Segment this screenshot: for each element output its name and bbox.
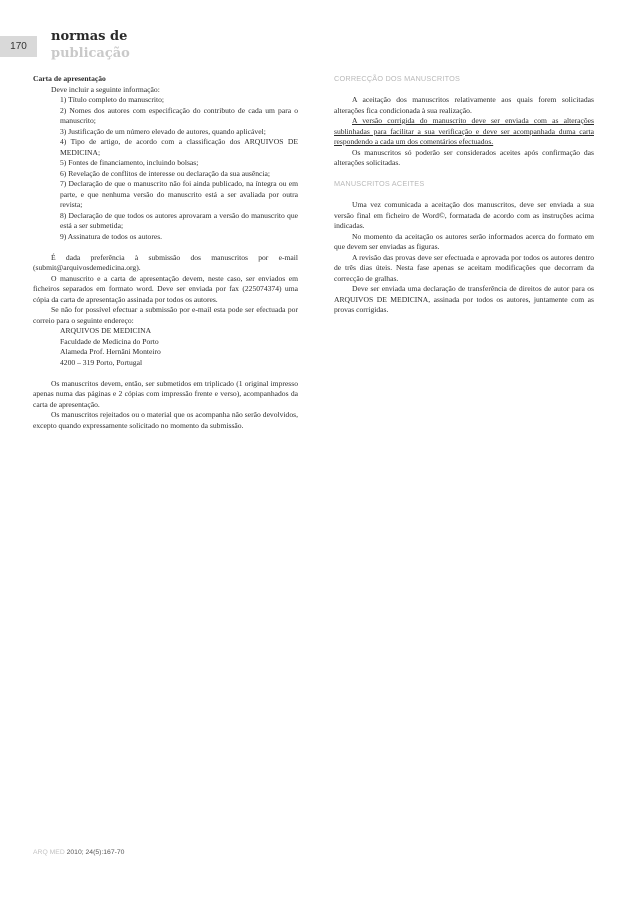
list-item: 4) Tipo de artigo, de acordo com a classificação dos ARQUIVOS DE MEDICINA;: [60, 137, 298, 157]
corrections-paragraph: A aceitação dos manuscritos relativamente aos quais forem solicitadas alterações fica condicionada à sua realização.: [334, 95, 594, 115]
list-item: 3) Justificação de um número elevado de autores, quando aplicável;: [60, 126, 266, 136]
proofs-paragraph: A revisão das provas deve ser efectuada e aprovada por todos os autores dentro de três dias úteis. Nesta fase apenas se aceitam modificações que decorram da correcção de gralhas.: [334, 252, 594, 283]
triplicate-paragraph: Os manuscritos devem, então, ser submetidos em triplicado (1 original impresso apenas numa das páginas e 2 cópias com impressão frente e verso), acompanhados da carta de apresentação.: [33, 378, 298, 409]
section-title: [51, 28, 130, 62]
right-column: [334, 74, 594, 316]
list-item: 8) Declaração de que todos os autores aprovaram a versão do manuscrito que está a ser submetida;: [60, 210, 298, 230]
journal-brand: ARQ MED: [33, 849, 65, 856]
accepted-paragraph: Uma vez comunicada a aceitação dos manuscritos, deve ser enviada a sua versão final em ficheiro de Word©, formatada de acordo com as instruções acima indicadas.: [334, 200, 594, 230]
cover-letter-heading: Carta de apresentação: [33, 74, 106, 83]
page-number: 170: [0, 36, 37, 57]
separate-files-paragraph: O manuscrito e a carta de apresentação devem, neste caso, ser enviados em ficheiros separados em formato word. Deve ser enviada por fax (225074374) uma cópia da carta de apresentação assinada por todos os autores.: [33, 273, 298, 304]
rejected-manuscripts-paragraph: Os manuscritos rejeitados ou o material que os acompanha não serão devolvidos, excepto quando expressamente solicitado no momento da submissão.: [33, 410, 298, 430]
left-column: [33, 74, 298, 431]
cover-letter-intro: Deve incluir a seguinte informação:: [51, 84, 160, 94]
figures-format-paragraph: No momento da aceitação os autores serão informados acerca do formato em que devem ser enviadas as figuras.: [334, 231, 594, 251]
address-line: Faculdade de Medicina do Porto: [60, 336, 159, 346]
postal-submission-paragraph: Se não for possível efectuar a submissão por e-mail esta pode ser efectuada por correio para o seguinte endereço:: [33, 305, 298, 325]
address-line: Alameda Prof. Hernâni Monteiro: [60, 347, 161, 356]
list-item: 9) Assinatura de todos os autores.: [60, 231, 163, 241]
list-item: 5) Fontes de financiamento, incluindo bolsas;: [60, 158, 199, 167]
citation-text: 2010; 24(5):167-70: [66, 849, 125, 856]
footer-citation: [33, 849, 124, 856]
address-line: ARQUIVOS DE MEDICINA: [60, 326, 152, 335]
corrections-underlined-paragraph: A versão corrigida do manuscrito deve ser enviada com as alterações sublinhadas para facilitar a sua verificação e deve ser acompanhada duma carta respondendo a cada um dos comentários efectuados.: [334, 116, 594, 146]
section-title-line2: publicação: [51, 46, 130, 61]
corrections-confirmation-paragraph: Os manuscritos só poderão ser considerados aceites após confirmação das alterações solicitadas.: [334, 147, 594, 167]
corrections-heading: CORRECÇÃO DOS MANUSCRITOS: [334, 74, 461, 83]
section-title-line1: normas de: [51, 29, 128, 44]
address-line: 4200 – 319 Porto, Portugal: [60, 357, 143, 367]
copyright-paragraph: Deve ser enviada uma declaração de transferência de direitos de autor para os ARQUIVOS DE MEDICINA, assinada por todos os autores, juntamente com as provas corrigidas.: [334, 284, 594, 314]
list-item: 6) Revelação de conflitos de interesse ou declaração da sua ausência;: [60, 168, 270, 178]
email-submission-paragraph: É dada preferência à submissão dos manuscritos por e-mail (submit@arquivosdemedicina.org).: [33, 252, 298, 272]
list-item: 7) Declaração de que o manuscrito não foi ainda publicado, na íntegra ou em parte, e que nenhuma versão do manuscrito está a ser avaliada por outra revista;: [60, 179, 298, 209]
list-item: 2) Nomes dos autores com especificação do contributo de cada um para o manuscrito;: [60, 105, 298, 125]
list-item: 1) Título completo do manuscrito;: [60, 95, 165, 104]
accepted-heading: MANUSCRITOS ACEITES: [334, 179, 425, 188]
